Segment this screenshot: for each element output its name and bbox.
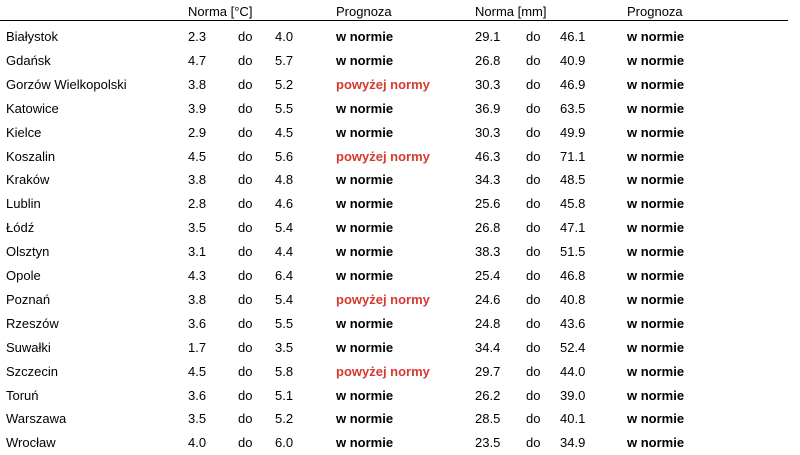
precip-range-separator: do (526, 291, 541, 307)
temp-range-separator: do (238, 76, 253, 92)
precip-forecast: w normie (627, 363, 685, 379)
precip-range-separator: do (526, 435, 541, 451)
precip-range-separator: do (526, 363, 541, 379)
precip-forecast: w normie (627, 291, 685, 307)
precip-range-separator: do (526, 148, 541, 164)
table-row (0, 336, 800, 360)
temp-range-separator: do (238, 196, 253, 212)
temp-forecast: w normie (336, 339, 394, 355)
table-row (0, 192, 800, 216)
precip-norm-min: 29.7 (475, 363, 501, 379)
precip-norm-max: 49.9 (560, 124, 586, 140)
precip-norm-max: 63.5 (560, 100, 586, 116)
temp-norm-min: 3.6 (188, 387, 207, 403)
temp-norm-min: 3.5 (188, 411, 207, 427)
temp-range-separator: do (238, 220, 253, 236)
precip-range-separator: do (526, 387, 541, 403)
temp-forecast: powyżej normy (336, 76, 430, 92)
city-name: Koszalin (6, 148, 56, 164)
precip-norm-min: 25.4 (475, 268, 501, 283)
precip-norm-max: 48.5 (560, 172, 586, 188)
temp-norm-min: 1.7 (188, 339, 207, 355)
temp-norm-max: 4.5 (275, 124, 294, 140)
temp-norm-max: 5.4 (275, 291, 294, 307)
temp-range-separator: do (238, 339, 253, 355)
precip-norm-min: 25.6 (475, 196, 501, 212)
temp-norm-max: 5.5 (275, 315, 294, 331)
table-row (0, 407, 800, 431)
precip-norm-max: 47.1 (560, 220, 586, 236)
table-row (0, 384, 800, 408)
precip-norm-min: 30.3 (475, 76, 501, 92)
precip-norm-min: 23.5 (475, 435, 501, 451)
table-row (0, 312, 800, 336)
precip-forecast: w normie (627, 339, 685, 355)
temp-range-separator: do (238, 244, 253, 260)
city-name: Katowice (6, 100, 59, 116)
precip-range-separator: do (526, 411, 541, 427)
table-row (0, 288, 800, 312)
city-name: Lublin (6, 196, 41, 212)
temp-norm-min: 3.6 (188, 315, 207, 331)
table-row (0, 264, 800, 288)
precip-norm-max: 34.9 (560, 435, 586, 451)
city-name: Gdańsk (6, 52, 51, 68)
temp-norm-max: 5.6 (275, 148, 294, 164)
temp-norm-max: 4.0 (275, 29, 294, 44)
precip-range-separator: do (526, 52, 541, 68)
temp-forecast: w normie (336, 100, 394, 116)
temp-norm-min: 4.3 (188, 268, 207, 283)
precip-forecast: w normie (627, 148, 685, 164)
city-name: Kraków (6, 172, 50, 188)
temp-range-separator: do (238, 172, 253, 188)
temp-norm-max: 5.2 (275, 411, 294, 427)
precip-norm-min: 30.3 (475, 124, 501, 140)
city-name: Toruń (6, 387, 39, 403)
city-name: Suwałki (6, 339, 51, 355)
table-row (0, 145, 800, 169)
header-precip-forecast: Prognoza (627, 4, 683, 19)
precip-norm-min: 26.8 (475, 220, 501, 236)
temp-norm-min: 3.1 (188, 244, 207, 260)
temp-norm-max: 4.6 (275, 196, 294, 212)
temp-norm-max: 6.0 (275, 435, 294, 451)
precip-forecast: w normie (627, 435, 685, 451)
table-row (0, 25, 800, 49)
precip-range-separator: do (526, 315, 541, 331)
temp-forecast: w normie (336, 220, 394, 236)
temp-forecast: w normie (336, 244, 394, 260)
temp-norm-min: 4.7 (188, 52, 207, 68)
precip-norm-max: 52.4 (560, 339, 586, 355)
precip-norm-min: 34.4 (475, 339, 501, 355)
temp-forecast: powyżej normy (336, 363, 430, 379)
precip-forecast: w normie (627, 244, 685, 260)
precip-norm-min: 24.8 (475, 315, 501, 331)
temp-norm-max: 5.2 (275, 76, 294, 92)
precip-norm-min: 46.3 (475, 148, 501, 164)
precip-norm-max: 43.6 (560, 315, 586, 331)
temp-forecast: w normie (336, 315, 394, 331)
temp-range-separator: do (238, 363, 253, 379)
temp-range-separator: do (238, 411, 253, 427)
city-name: Wrocław (6, 435, 56, 451)
precip-forecast: w normie (627, 387, 685, 403)
temp-forecast: w normie (336, 411, 394, 427)
temp-forecast: w normie (336, 196, 394, 212)
temp-norm-min: 2.9 (188, 124, 207, 140)
temp-range-separator: do (238, 124, 253, 140)
precip-range-separator: do (526, 172, 541, 188)
city-name: Olsztyn (6, 244, 50, 260)
temp-norm-max: 4.4 (275, 244, 294, 260)
temp-forecast: w normie (336, 387, 394, 403)
precip-forecast: w normie (627, 124, 685, 140)
table-row (0, 121, 800, 145)
temp-forecast: w normie (336, 52, 394, 68)
precip-norm-min: 24.6 (475, 291, 501, 307)
precip-norm-min: 26.2 (475, 387, 501, 403)
city-name: Kielce (6, 124, 42, 140)
table-row (0, 360, 800, 384)
temp-norm-max: 5.4 (275, 220, 294, 236)
city-name: Warszawa (6, 411, 67, 427)
precip-norm-min: 34.3 (475, 172, 501, 188)
precip-range-separator: do (526, 244, 541, 260)
city-name: Poznań (6, 291, 51, 307)
temp-forecast: w normie (336, 172, 394, 188)
header-divider (0, 20, 788, 21)
temp-norm-min: 2.8 (188, 196, 207, 212)
precip-range-separator: do (526, 196, 541, 212)
precip-range-separator: do (526, 339, 541, 355)
table-row (0, 431, 800, 455)
precip-norm-min: 29.1 (475, 29, 501, 44)
temp-range-separator: do (238, 148, 253, 164)
table-row (0, 168, 800, 192)
precip-forecast: w normie (627, 315, 685, 331)
precip-range-separator: do (526, 220, 541, 236)
temp-norm-min: 3.8 (188, 172, 207, 188)
precip-norm-max: 40.9 (560, 52, 586, 68)
precip-norm-min: 36.9 (475, 100, 501, 116)
temp-range-separator: do (238, 387, 253, 403)
precip-norm-max: 51.5 (560, 244, 586, 260)
precip-range-separator: do (526, 100, 541, 116)
precip-norm-min: 26.8 (475, 52, 501, 68)
city-name: Szczecin (6, 363, 59, 379)
precip-range-separator: do (526, 268, 541, 283)
precip-forecast: w normie (627, 172, 685, 188)
header-precip-norm: Norma [mm] (475, 4, 547, 19)
header-temp-norm: Norma [°C] (188, 4, 253, 19)
temp-norm-min: 4.0 (188, 435, 207, 451)
temp-norm-max: 4.8 (275, 172, 294, 188)
table-row (0, 240, 800, 264)
city-name: Rzeszów (6, 315, 59, 331)
header-temp-forecast: Prognoza (336, 4, 392, 19)
temp-forecast: w normie (336, 29, 394, 44)
temp-norm-max: 5.1 (275, 387, 294, 403)
precip-norm-max: 40.1 (560, 411, 586, 427)
precip-norm-max: 46.1 (560, 29, 586, 44)
precip-norm-min: 38.3 (475, 244, 501, 260)
temp-norm-min: 3.8 (188, 291, 207, 307)
precip-forecast: w normie (627, 268, 685, 283)
precip-norm-min: 28.5 (475, 411, 501, 427)
precip-range-separator: do (526, 124, 541, 140)
temp-norm-max: 5.8 (275, 363, 294, 379)
temp-range-separator: do (238, 291, 253, 307)
precip-forecast: w normie (627, 29, 685, 44)
temp-forecast: powyżej normy (336, 291, 430, 307)
precip-norm-max: 46.8 (560, 268, 586, 283)
temp-norm-max: 5.7 (275, 52, 294, 68)
precip-norm-max: 44.0 (560, 363, 586, 379)
temp-norm-max: 5.5 (275, 100, 294, 116)
temp-forecast: w normie (336, 268, 394, 283)
precip-forecast: w normie (627, 52, 685, 68)
table-header (0, 0, 800, 21)
temp-norm-max: 6.4 (275, 268, 294, 283)
precip-forecast: w normie (627, 100, 685, 116)
temp-range-separator: do (238, 100, 253, 116)
precip-range-separator: do (526, 76, 541, 92)
temp-range-separator: do (238, 52, 253, 68)
temp-norm-min: 4.5 (188, 148, 207, 164)
precip-forecast: w normie (627, 411, 685, 427)
precip-forecast: w normie (627, 220, 685, 236)
table-row (0, 97, 800, 121)
temp-norm-min: 3.9 (188, 100, 207, 116)
temp-norm-min: 4.5 (188, 363, 207, 379)
city-name: Łódź (6, 220, 35, 236)
temp-forecast: powyżej normy (336, 148, 430, 164)
city-name: Gorzów Wielkopolski (6, 76, 127, 92)
precip-norm-max: 39.0 (560, 387, 586, 403)
table-row (0, 216, 800, 240)
temp-norm-min: 3.8 (188, 76, 207, 92)
temp-norm-max: 3.5 (275, 339, 294, 355)
precip-norm-max: 71.1 (560, 148, 586, 164)
temp-range-separator: do (238, 268, 253, 283)
precip-forecast: w normie (627, 76, 685, 92)
table-row (0, 49, 800, 73)
city-name: Opole (6, 268, 41, 283)
table-row (0, 73, 800, 97)
temp-norm-min: 2.3 (188, 29, 207, 44)
precip-norm-max: 46.9 (560, 76, 586, 92)
precip-norm-max: 45.8 (560, 196, 586, 212)
temp-norm-min: 3.5 (188, 220, 207, 236)
city-name: Białystok (6, 29, 59, 44)
temp-range-separator: do (238, 435, 253, 451)
temp-range-separator: do (238, 29, 253, 44)
temp-forecast: w normie (336, 435, 394, 451)
precip-forecast: w normie (627, 196, 685, 212)
precip-norm-max: 40.8 (560, 291, 586, 307)
precip-range-separator: do (526, 29, 541, 44)
temp-range-separator: do (238, 315, 253, 331)
temp-forecast: w normie (336, 124, 394, 140)
